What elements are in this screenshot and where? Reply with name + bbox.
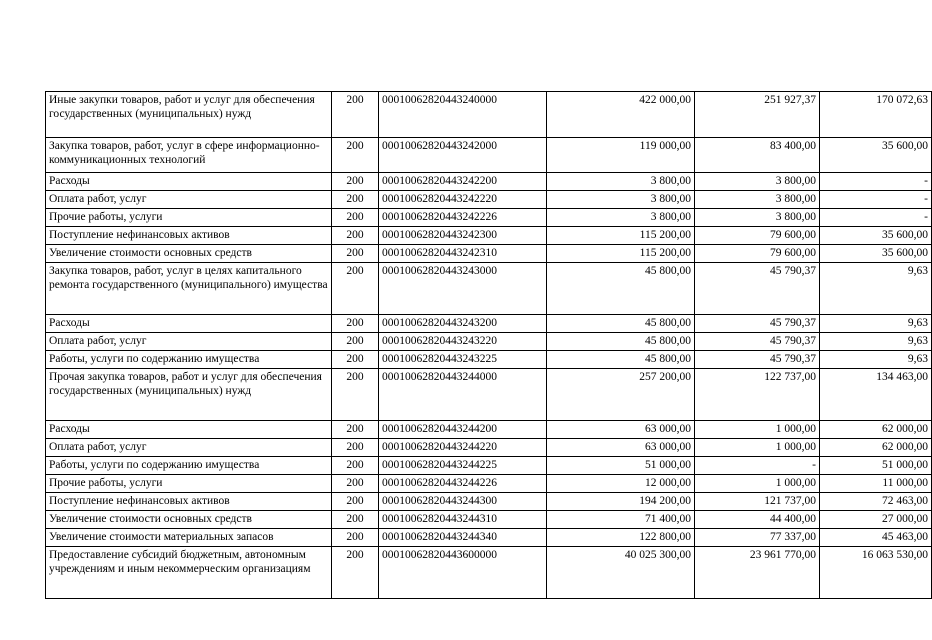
row-name-cell: Иные закупки товаров, работ и услуг для обеспечения государственных (муниципальных) нужд bbox=[46, 92, 332, 138]
row-name-cell: Закупка товаров, работ, услуг в целях капитального ремонта государственного (муниципального) имущества bbox=[46, 263, 332, 315]
row-kbk-cell: 00010062820443244310 bbox=[379, 511, 547, 529]
row-code-cell: 200 bbox=[332, 227, 379, 245]
row-executed-cell: 251 927,37 bbox=[695, 92, 820, 138]
row-executed-cell: 1 000,00 bbox=[695, 475, 820, 493]
row-name-cell: Увеличение стоимости материальных запасов bbox=[46, 529, 332, 547]
row-approved-cell: 40 025 300,00 bbox=[547, 547, 695, 599]
row-code-cell: 200 bbox=[332, 439, 379, 457]
row-kbk-cell: 00010062820443244226 bbox=[379, 475, 547, 493]
row-kbk-cell: 00010062820443244340 bbox=[379, 529, 547, 547]
row-approved-cell: 422 000,00 bbox=[547, 92, 695, 138]
row-code-cell: 200 bbox=[332, 173, 379, 191]
table-row bbox=[46, 493, 932, 511]
row-code-cell: 200 bbox=[332, 209, 379, 227]
row-approved-cell: 45 800,00 bbox=[547, 315, 695, 333]
row-kbk-cell: 00010062820443244225 bbox=[379, 457, 547, 475]
row-unexecuted-cell: 9,63 bbox=[820, 351, 932, 369]
row-approved-cell: 45 800,00 bbox=[547, 351, 695, 369]
row-unexecuted-cell: - bbox=[820, 173, 932, 191]
row-code-cell: 200 bbox=[332, 457, 379, 475]
row-unexecuted-cell: - bbox=[820, 191, 932, 209]
row-code-cell: 200 bbox=[332, 263, 379, 315]
row-executed-cell: 3 800,00 bbox=[695, 209, 820, 227]
row-approved-cell: 3 800,00 bbox=[547, 209, 695, 227]
table-row bbox=[46, 92, 932, 138]
row-approved-cell: 3 800,00 bbox=[547, 191, 695, 209]
row-unexecuted-cell: 72 463,00 bbox=[820, 493, 932, 511]
row-executed-cell: 77 337,00 bbox=[695, 529, 820, 547]
row-unexecuted-cell: 27 000,00 bbox=[820, 511, 932, 529]
row-kbk-cell: 00010062820443240000 bbox=[379, 92, 547, 138]
row-unexecuted-cell: 9,63 bbox=[820, 315, 932, 333]
row-executed-cell: - bbox=[695, 457, 820, 475]
row-code-cell: 200 bbox=[332, 511, 379, 529]
row-unexecuted-cell: 62 000,00 bbox=[820, 439, 932, 457]
table-row bbox=[46, 511, 932, 529]
row-name-cell: Прочие работы, услуги bbox=[46, 475, 332, 493]
row-unexecuted-cell: 134 463,00 bbox=[820, 369, 932, 421]
row-name-cell: Оплата работ, услуг bbox=[46, 439, 332, 457]
row-code-cell: 200 bbox=[332, 493, 379, 511]
row-name-cell: Расходы bbox=[46, 421, 332, 439]
row-executed-cell: 1 000,00 bbox=[695, 439, 820, 457]
row-executed-cell: 121 737,00 bbox=[695, 493, 820, 511]
row-unexecuted-cell: 16 063 530,00 bbox=[820, 547, 932, 599]
row-executed-cell: 122 737,00 bbox=[695, 369, 820, 421]
row-name-cell: Прочие работы, услуги bbox=[46, 209, 332, 227]
row-name-cell: Увеличение стоимости основных средств bbox=[46, 511, 332, 529]
table-row bbox=[46, 138, 932, 173]
row-name-cell: Увеличение стоимости основных средств bbox=[46, 245, 332, 263]
row-name-cell: Расходы bbox=[46, 315, 332, 333]
table-row bbox=[46, 457, 932, 475]
table-row bbox=[46, 369, 932, 421]
row-code-cell: 200 bbox=[332, 245, 379, 263]
row-unexecuted-cell: - bbox=[820, 209, 932, 227]
row-executed-cell: 3 800,00 bbox=[695, 191, 820, 209]
table-row bbox=[46, 351, 932, 369]
row-approved-cell: 115 200,00 bbox=[547, 245, 695, 263]
table-row bbox=[46, 245, 932, 263]
row-unexecuted-cell: 45 463,00 bbox=[820, 529, 932, 547]
row-kbk-cell: 00010062820443244200 bbox=[379, 421, 547, 439]
row-kbk-cell: 00010062820443243225 bbox=[379, 351, 547, 369]
row-executed-cell: 83 400,00 bbox=[695, 138, 820, 173]
row-executed-cell: 23 961 770,00 bbox=[695, 547, 820, 599]
row-approved-cell: 63 000,00 bbox=[547, 421, 695, 439]
row-kbk-cell: 00010062820443244300 bbox=[379, 493, 547, 511]
row-approved-cell: 51 000,00 bbox=[547, 457, 695, 475]
row-executed-cell: 45 790,37 bbox=[695, 263, 820, 315]
row-kbk-cell: 00010062820443242310 bbox=[379, 245, 547, 263]
row-kbk-cell: 00010062820443244220 bbox=[379, 439, 547, 457]
row-code-cell: 200 bbox=[332, 191, 379, 209]
row-name-cell: Прочая закупка товаров, работ и услуг для обеспечения государственных (муниципальных) нужд bbox=[46, 369, 332, 421]
row-unexecuted-cell: 35 600,00 bbox=[820, 138, 932, 173]
row-approved-cell: 71 400,00 bbox=[547, 511, 695, 529]
table-row bbox=[46, 315, 932, 333]
row-kbk-cell: 00010062820443242226 bbox=[379, 209, 547, 227]
table-row bbox=[46, 263, 932, 315]
row-name-cell: Поступление нефинансовых активов bbox=[46, 493, 332, 511]
row-code-cell: 200 bbox=[332, 315, 379, 333]
row-kbk-cell: 00010062820443243000 bbox=[379, 263, 547, 315]
row-executed-cell: 45 790,37 bbox=[695, 333, 820, 351]
row-approved-cell: 122 800,00 bbox=[547, 529, 695, 547]
row-code-cell: 200 bbox=[332, 475, 379, 493]
row-unexecuted-cell: 9,63 bbox=[820, 263, 932, 315]
row-name-cell: Закупка товаров, работ, услуг в сфере информационно-коммуникационных технологий bbox=[46, 138, 332, 173]
row-code-cell: 200 bbox=[332, 421, 379, 439]
row-kbk-cell: 00010062820443242200 bbox=[379, 173, 547, 191]
row-approved-cell: 45 800,00 bbox=[547, 263, 695, 315]
row-executed-cell: 45 790,37 bbox=[695, 351, 820, 369]
row-approved-cell: 12 000,00 bbox=[547, 475, 695, 493]
row-name-cell: Работы, услуги по содержанию имущества bbox=[46, 351, 332, 369]
row-unexecuted-cell: 35 600,00 bbox=[820, 227, 932, 245]
row-executed-cell: 3 800,00 bbox=[695, 173, 820, 191]
row-name-cell: Поступление нефинансовых активов bbox=[46, 227, 332, 245]
table-row bbox=[46, 421, 932, 439]
row-executed-cell: 79 600,00 bbox=[695, 227, 820, 245]
row-code-cell: 200 bbox=[332, 138, 379, 173]
row-approved-cell: 45 800,00 bbox=[547, 333, 695, 351]
row-approved-cell: 115 200,00 bbox=[547, 227, 695, 245]
row-code-cell: 200 bbox=[332, 333, 379, 351]
row-kbk-cell: 00010062820443243220 bbox=[379, 333, 547, 351]
row-kbk-cell: 00010062820443242000 bbox=[379, 138, 547, 173]
row-name-cell: Предоставление субсидий бюджетным, автономным учреждениям и иным некоммерческим организациям bbox=[46, 547, 332, 599]
row-code-cell: 200 bbox=[332, 529, 379, 547]
row-code-cell: 200 bbox=[332, 547, 379, 599]
row-code-cell: 200 bbox=[332, 92, 379, 138]
row-name-cell: Оплата работ, услуг bbox=[46, 191, 332, 209]
table-row bbox=[46, 209, 932, 227]
table-row bbox=[46, 547, 932, 599]
row-unexecuted-cell: 11 000,00 bbox=[820, 475, 932, 493]
row-approved-cell: 194 200,00 bbox=[547, 493, 695, 511]
row-unexecuted-cell: 9,63 bbox=[820, 333, 932, 351]
table-body bbox=[46, 92, 932, 599]
row-name-cell: Расходы bbox=[46, 173, 332, 191]
table-row bbox=[46, 333, 932, 351]
row-unexecuted-cell: 62 000,00 bbox=[820, 421, 932, 439]
row-kbk-cell: 00010062820443243200 bbox=[379, 315, 547, 333]
table-row bbox=[46, 227, 932, 245]
row-unexecuted-cell: 35 600,00 bbox=[820, 245, 932, 263]
row-approved-cell: 257 200,00 bbox=[547, 369, 695, 421]
row-name-cell: Оплата работ, услуг bbox=[46, 333, 332, 351]
row-kbk-cell: 00010062820443244000 bbox=[379, 369, 547, 421]
row-code-cell: 200 bbox=[332, 351, 379, 369]
row-approved-cell: 3 800,00 bbox=[547, 173, 695, 191]
table-row bbox=[46, 191, 932, 209]
row-kbk-cell: 00010062820443242300 bbox=[379, 227, 547, 245]
row-executed-cell: 45 790,37 bbox=[695, 315, 820, 333]
row-kbk-cell: 00010062820443242220 bbox=[379, 191, 547, 209]
row-name-cell: Работы, услуги по содержанию имущества bbox=[46, 457, 332, 475]
row-code-cell: 200 bbox=[332, 369, 379, 421]
row-approved-cell: 119 000,00 bbox=[547, 138, 695, 173]
table-row bbox=[46, 529, 932, 547]
row-executed-cell: 79 600,00 bbox=[695, 245, 820, 263]
table-row bbox=[46, 173, 932, 191]
budget-execution-table bbox=[45, 91, 932, 599]
row-executed-cell: 44 400,00 bbox=[695, 511, 820, 529]
table-row bbox=[46, 475, 932, 493]
row-kbk-cell: 00010062820443600000 bbox=[379, 547, 547, 599]
row-approved-cell: 63 000,00 bbox=[547, 439, 695, 457]
row-unexecuted-cell: 51 000,00 bbox=[820, 457, 932, 475]
table-row bbox=[46, 439, 932, 457]
row-unexecuted-cell: 170 072,63 bbox=[820, 92, 932, 138]
row-executed-cell: 1 000,00 bbox=[695, 421, 820, 439]
